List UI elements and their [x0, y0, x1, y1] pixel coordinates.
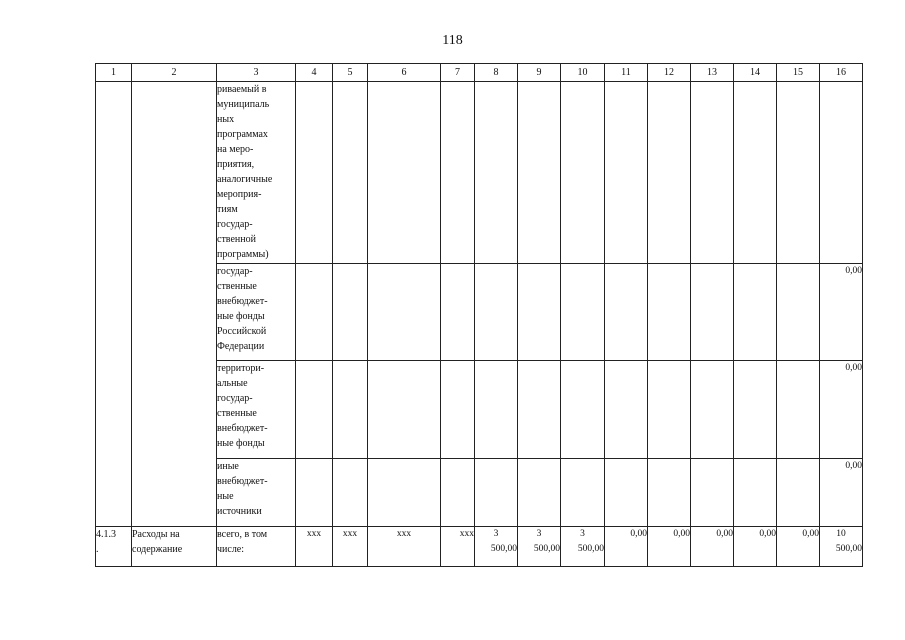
empty-cell: [561, 459, 605, 527]
header-cell: 10: [561, 64, 605, 82]
empty-cell: [333, 459, 368, 527]
header-cell: 5: [333, 64, 368, 82]
empty-cell: [777, 459, 820, 527]
header-cell: 16: [820, 64, 863, 82]
empty-cell: [734, 82, 777, 264]
item-name-cell: Расходы на содержание: [132, 527, 217, 567]
total-value-cell: 0,00: [820, 361, 863, 459]
empty-cell: [691, 361, 734, 459]
empty-cell: [296, 361, 333, 459]
empty-cell: [518, 361, 561, 459]
code-cell: ххх: [296, 527, 333, 567]
empty-cell: [475, 459, 518, 527]
funding-source-cell: территори- альные государ- ственные внебюджет- ные фонды: [217, 361, 296, 459]
empty-cell: [648, 82, 691, 264]
item-number-cell: 4.1.3 .: [96, 527, 132, 567]
empty-cell: [734, 361, 777, 459]
empty-cell: [777, 361, 820, 459]
empty-cell: [441, 82, 475, 264]
empty-cell: [734, 264, 777, 361]
value-cell: 0,00: [734, 527, 777, 567]
header-cell: 1: [96, 64, 132, 82]
header-cell: 12: [648, 64, 691, 82]
empty-cell: [296, 82, 333, 264]
empty-cell: [691, 459, 734, 527]
header-cell: 11: [605, 64, 648, 82]
empty-cell: [333, 82, 368, 264]
header-cell: 15: [777, 64, 820, 82]
empty-cell: [691, 82, 734, 264]
header-cell: 7: [441, 64, 475, 82]
empty-cell: [777, 82, 820, 264]
empty-cell: [296, 264, 333, 361]
empty-cell: [518, 264, 561, 361]
header-cell: 8: [475, 64, 518, 82]
value-cell: 0,00: [777, 527, 820, 567]
empty-cell: [475, 82, 518, 264]
total-value-cell: 0,00: [820, 264, 863, 361]
empty-cell: [368, 264, 441, 361]
page-number: 118: [442, 33, 463, 48]
header-cell: 13: [691, 64, 734, 82]
empty-cell: [441, 361, 475, 459]
empty-cell: [561, 361, 605, 459]
value-cell: 3 500,00: [561, 527, 605, 567]
header-row: [96, 64, 863, 82]
empty-cell: [296, 459, 333, 527]
code-cell: ххх: [441, 527, 475, 567]
table-row: [96, 527, 863, 567]
empty-cell: [475, 361, 518, 459]
empty-cell: [820, 82, 863, 264]
total-value-cell: 10 500,00: [820, 527, 863, 567]
empty-cell: [333, 361, 368, 459]
header-cell: 6: [368, 64, 441, 82]
empty-cell: [605, 361, 648, 459]
funding-source-cell: государ- ственные внебюджет- ные фонды Российской Федерации: [217, 264, 296, 361]
value-cell: 0,00: [605, 527, 648, 567]
empty-cell: [648, 361, 691, 459]
empty-cell: [648, 264, 691, 361]
empty-cell: [333, 264, 368, 361]
empty-cell: [368, 459, 441, 527]
funding-source-cell: иные внебюджет- ные источники: [217, 459, 296, 527]
value-cell: 3 500,00: [518, 527, 561, 567]
funding-source-cell: риваемый в муниципаль ных программах на меро- приятия, аналогичные мероприя- тиям государ- ственной программы): [217, 82, 296, 264]
empty-cell: [518, 459, 561, 527]
header-cell: 9: [518, 64, 561, 82]
header-cell: 14: [734, 64, 777, 82]
code-cell: ххх: [368, 527, 441, 567]
empty-cell: [561, 264, 605, 361]
empty-cell: [777, 264, 820, 361]
empty-cell: [518, 82, 561, 264]
empty-cell: [734, 459, 777, 527]
merged-cell-col2: [132, 82, 217, 527]
value-cell: 0,00: [648, 527, 691, 567]
budget-table: [95, 63, 863, 567]
value-cell: 0,00: [691, 527, 734, 567]
header-cell: 2: [132, 64, 217, 82]
empty-cell: [561, 82, 605, 264]
total-value-cell: 0,00: [820, 459, 863, 527]
merged-cell-col1: [96, 82, 132, 527]
empty-cell: [475, 264, 518, 361]
empty-cell: [648, 459, 691, 527]
empty-cell: [605, 82, 648, 264]
empty-cell: [691, 264, 734, 361]
funding-source-cell: всего, в том числе:: [217, 527, 296, 567]
table-row: [96, 82, 863, 264]
header-cell: 3: [217, 64, 296, 82]
empty-cell: [441, 459, 475, 527]
empty-cell: [605, 459, 648, 527]
empty-cell: [441, 264, 475, 361]
empty-cell: [368, 361, 441, 459]
empty-cell: [605, 264, 648, 361]
code-cell: ххх: [333, 527, 368, 567]
empty-cell: [368, 82, 441, 264]
value-cell: 3 500,00: [475, 527, 518, 567]
header-cell: 4: [296, 64, 333, 82]
